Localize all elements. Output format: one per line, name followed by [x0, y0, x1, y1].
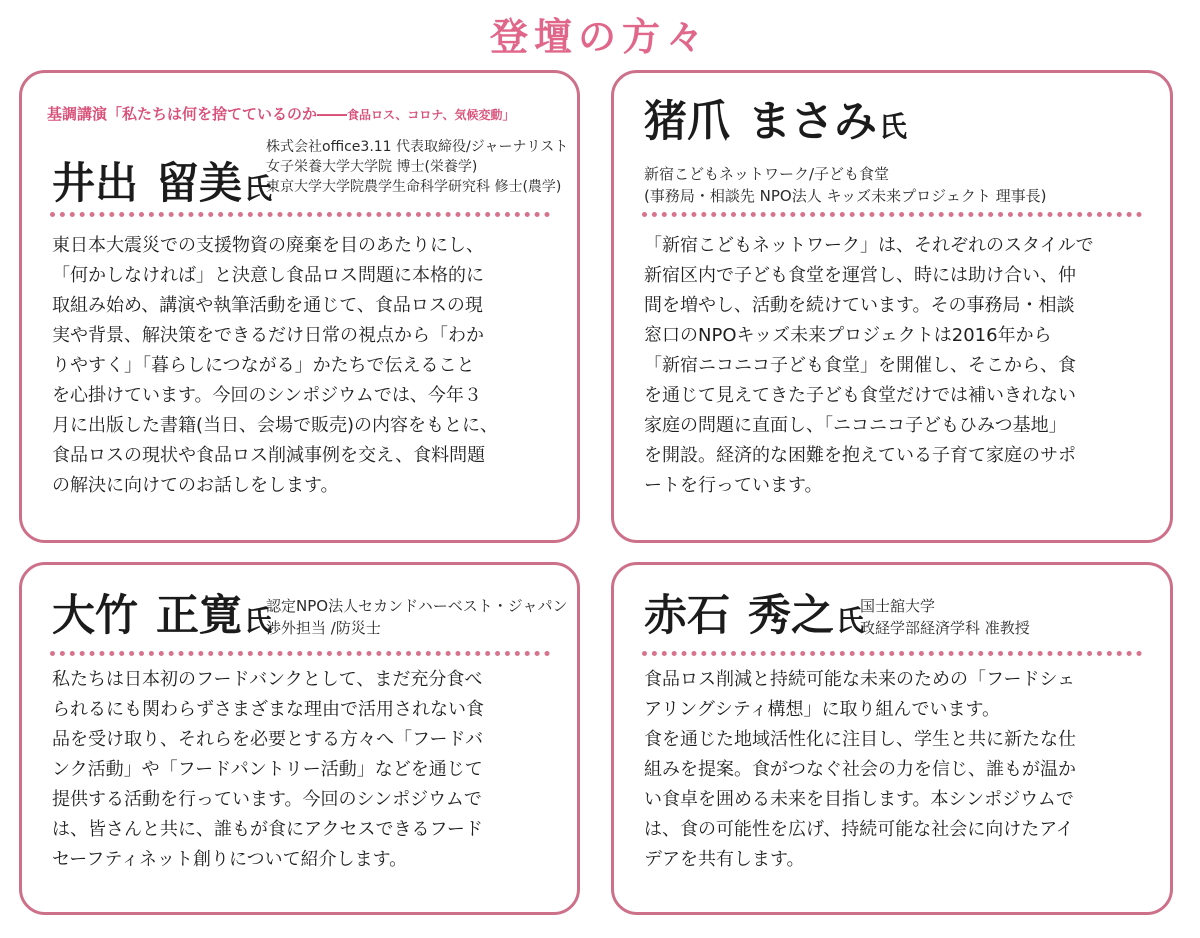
speaker-affiliation — [644, 163, 1046, 207]
speaker-name — [644, 591, 864, 646]
speaker-surname: 井出 — [52, 159, 138, 209]
speaker-affiliation — [266, 595, 567, 639]
speaker-honorific: 氏 — [244, 172, 273, 205]
speaker-card-inozume — [611, 70, 1173, 543]
speaker-description: 「新宿こどもネットワーク」は、それぞれのスタイルで 新宿区内で子ども食堂を運営し、時には助け合い、仲 間を増やし、活動を続けています。その事務局・相談 窓口のNPOキッズ未来プロジェクトは2016年から 「新宿ニコニコ子ども食堂」を開催し、そこから、食 を通じて見えてきた子ども食堂だけでは補いきれない 家庭の問題に直面し、「ニコニコ子どもひみつ基地」 を開設。経済的な困難を抱えている子育て家庭のサポ ートを行っています。 — [644, 235, 1094, 496]
speaker-description: 食品ロス削減と持続可能な未来のための「フードシェ アリングシティ構想」に取り組んでいます。 食を通じた地域活性化に注目し、学生と共に新たな仕 組みを提案。食がつなぐ社会の力を信じ、誰もが温か い食卓を囲める未来を目指します。本シンポジウムで は、食の可能性を広げ、持続可能な社会に向けたアイ デアを共有します。 — [644, 669, 1076, 870]
speaker-card-otake — [19, 562, 580, 915]
speaker-given-name: 留美 — [156, 159, 242, 209]
speaker-honorific: 氏 — [836, 604, 865, 637]
speaker-name — [52, 159, 272, 214]
affiliation-line: 渉外担当 /防災士 — [266, 619, 381, 637]
speaker-affiliation — [860, 595, 1030, 639]
dotted-divider — [642, 651, 1142, 656]
dotted-divider — [642, 212, 1142, 217]
affiliation-line: 女子栄養大学大学院 博士(栄養学) — [266, 159, 478, 175]
speaker-description: 東日本大震災での支援物資の廃棄を目のあたりにし、 「何かしなければ」と決意し食品ロス問題に本格的に 取組み始め、講演や執筆活動を通じて、食品ロスの現 実や背景、解決策をできるだけ日常の視点から「わか りやすく」「暮らしにつながる」かたちで伝えること を心掛けています。今回のシンポジウムでは、今年３ 月に出版した書籍(当日、会場で販売)の内容をもとに、 食品ロスの現状や食品ロス削減事例を交え、食料問題 の解決に向けてのお話しをします。 — [52, 235, 499, 496]
speaker-honorific: 氏 — [244, 604, 273, 637]
affiliation-line: (事務局・相談先 NPO法人 キッズ未来プロジェクト 理事長) — [644, 187, 1047, 205]
speaker-honorific: 氏 — [879, 110, 908, 143]
affiliation-line: 国士舘大学 — [860, 597, 936, 615]
speaker-affiliation — [266, 137, 568, 197]
speaker-given-name: 正寛 — [156, 591, 242, 641]
keynote-sub: 食品ロス、コロナ、気候変動」 — [347, 108, 515, 122]
speaker-name — [52, 591, 272, 646]
speaker-card-akaishi — [611, 562, 1173, 915]
page-title: 登壇の方々 — [489, 15, 710, 59]
keynote-title — [47, 103, 515, 124]
speaker-surname: 猪爪 — [644, 97, 730, 147]
affiliation-line: 認定NPO法人セカンドハーベスト・ジャパン — [266, 597, 568, 615]
speaker-card-ide — [19, 70, 580, 543]
speaker-name — [644, 97, 907, 152]
speaker-given-name: 秀之 — [748, 591, 834, 641]
affiliation-line: 政経学部経済学科 准教授 — [860, 619, 1030, 637]
affiliation-line: 東京大学大学院農学生命科学研究科 修士(農学) — [266, 179, 562, 195]
dotted-divider — [50, 651, 550, 656]
affiliation-line: 株式会社office3.11 代表取締役/ジャーナリスト — [266, 139, 569, 155]
speaker-given-name: まさみ — [748, 97, 877, 147]
speaker-surname: 大竹 — [52, 591, 138, 641]
dotted-divider — [50, 212, 550, 217]
keynote-main: 基調講演「私たちは何を捨てているのか―― — [47, 105, 348, 123]
speaker-description: 私たちは日本初のフードバンクとして、まだ充分食べ られるにも関わらずさまざまな理由で活用されない食 品を受け取り、それらを必要とする方々へ「フードバ ンク活動」や「フードパントリー活動」などを通じて 提供する活動を行っています。今回のシンポジウムで は、皆さんと共に、誰もが食にアクセスできるフード セーフティネット創りについて紹介します。 — [52, 669, 484, 870]
affiliation-line: 新宿こどもネットワーク/子ども食堂 — [644, 165, 890, 183]
speaker-surname: 赤石 — [644, 591, 730, 641]
